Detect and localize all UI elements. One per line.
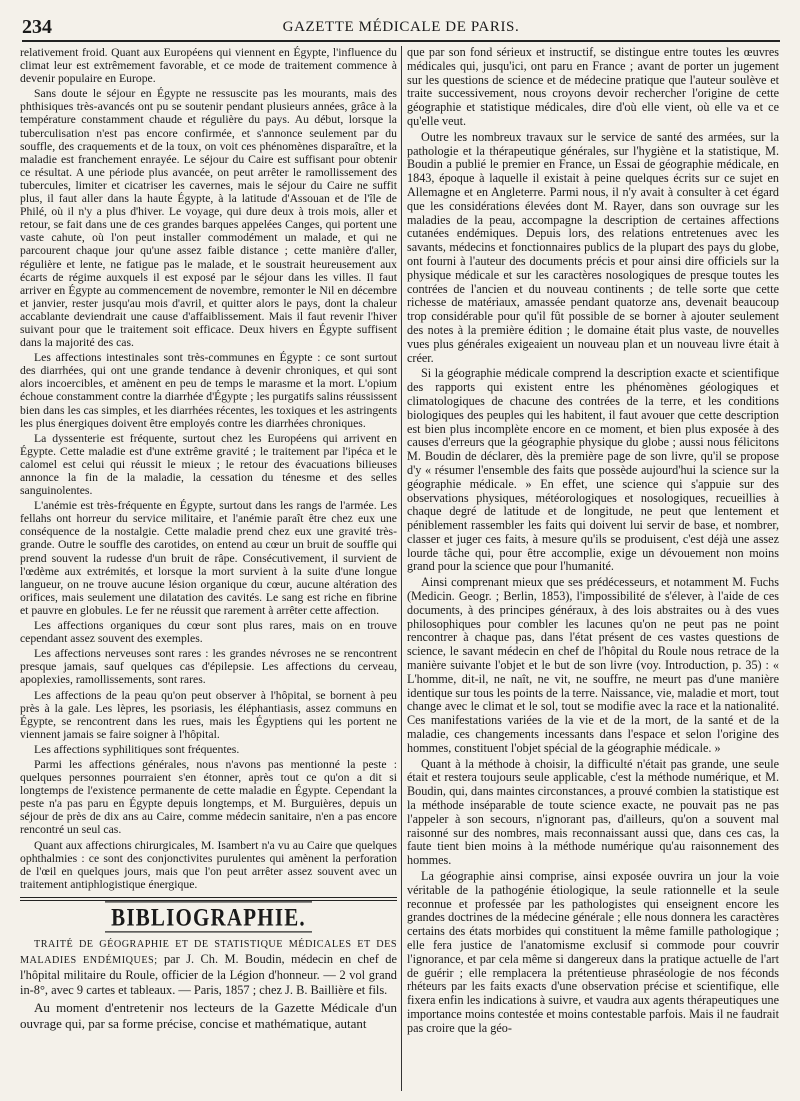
paragraph: Les affections nerveuses sont rares : les grandes névroses ne se rencontrent presque jamais, sauf quelques cas d'épilepsie. Les affections du cerveau, apoplexies, ramollissements, sont rares.	[20, 647, 397, 687]
page-number: 234	[22, 16, 52, 38]
paragraph: Les affections de la peau qu'on peut observer à l'hôpital, se bornent à peu près à la gale. Les lèpres, les psoriasis, les éléphantiasis, assez communs en Égypte, se rencontrent dans les rues, mais les Égyptiens qui les portent ne viennent jamais se faire soigner à l'hôpital.	[20, 688, 397, 741]
book-title: TRAITÉ DE GÉOGRAPHIE ET DE STATISTIQUE MÉDICALES ET DES MALADIES ENDÉMIQUES;	[20, 939, 397, 966]
paragraph: Les affections organiques du cœur sont plus rares, mais on en trouve cependant assez souvent des exemples.	[20, 619, 397, 646]
paragraph: Sans doute le séjour en Égypte ne ressuscite pas les mourants, mais des phthisiques très-avancés ont pu se soutenir pendant plusieurs années, grâce à la température constamment chaude et régulière du pays. Au début, lorsque la tuberculisation n'est pas encore confirmée, et s'annonce seulement par du souffle, des craquements et de la toux, on voit ces phénomènes disparaître, et la maladie est franchement enrayée. Le séjour du Caire est suffisant pour obtenir ce résultat. A une période plus avancée, on peut arrêter le ramollissement des tubercules, limiter et cicatriser les cavernes, mais le séjour du Caire ne suffit plus, il faut aller dans la haute Égypte, à la latitude d'Assouan et de l'île de Philé, où il n'y a plus d'hiver. Le voyage, qui dure deux à trois mois, aller et retour, se fait dans une de ces grandes barques appelées Canges, qui portent une vaste cahute, où l'on peut installer commodément un malade, et qui ne parcourent chaque jour qu'une assez faible distance ; cette manière d'aller, régulière et lente, ne fatigue pas le malade, et le soustrait heureusement aux écarts de régime auxquels il est exposé par le séjour dans les villes. Il faut arriver en Égypte au commencement de novembre, remonter le Nil en décembre et janvier, rester jusqu'au mois d'avril, et quitter alors le pays, dont la chaleur accablante deviendrait une cause d'affaiblissement. Mais il faut revenir l'hiver suivant pour que le traitement soit efficace. Deux hivers en Égypte suffisent dans la majorité des cas.	[20, 87, 397, 350]
bibliography-entry	[20, 936, 397, 998]
paragraph: Outre les nombreux travaux sur le service de santé des armées, sur la pathologie et la thérapeutique générales, sur l'hygiène et la statistique, M. Boudin a publié le premier en France, un Essai de géographie médicale, en 1843, époque à laquelle il existait à peine quelques écrits sur ce sujet en Allemagne et en Angleterre. Parmi nous, il n'y avait à consulter à cet égard que les considérations élevées dont M. Rayer, dans son ouvrage sur les maladies de la peau, accompagne la description de certaines affections cutanées endémiques. Depuis lors, des relations entretenues avec les savants, médecins et fonctionnaires publics de la plupart des pays du globe, ont fourni à l'auteur des documents précis et pour ainsi dire officiels sur la physique médicale et sur les caractères nosologiques de presque toutes les contrées de l'ancien et du nouveau continents ; de telle sorte que cette richesse de matériaux, amassée pendant quatorze ans, devenait beaucoup trop considérable pour qu'il fût possible de se borner à ajouter seulement des notes à la première édition ; le domaine était plus vaste, de nouvelles vues plus générales exigeaient un nouveau plan et un nouveau livre était à créer.	[407, 129, 779, 365]
paragraph: La géographie ainsi comprise, ainsi exposée ouvrira un jour la voie véritable de la pathogénie étiologique, la seule rationnelle et la seule reconnue et professée par les pathologistes qui enseignent encore les grandes doctrines de la médecine générale ; elle nous donnera les caractères certains des états morbides qui constituent la même famille pathologique ; elle fera justice de l'anatomisme exclusif si commode pour couvrir l'ignorance, et par cela même si dangereux dans la pratique actuelle de l'art de guérir ; elle remplacera la prétentieuse phraséologie de nos féconds rhéteurs par les faits exacts d'une observation précise et scientifique, elle fixera enfin les indications à suivre, et vaudra aux agents thérapeutiques une importance moins contestée et moins contestable parfois. Mais il ne faudrait pas croire que la géo-	[407, 869, 779, 1035]
paragraph: Quant à la méthode à choisir, la difficulté n'était pas grande, une seule était et restera toujours seule applicable, c'est la méthode numérique, et M. Boudin, qui, dans maintes circonstances, a prouvé combien la statistique est la méthode inséparable de toute science exacte, ne pouvait pas ne pas l'appeler à son secours, n'ignorant pas, d'ailleurs, qu'on a souvent mal raisonné sur des nombres, mais reconnaissant aussi que, dans ces cas, la faute tient bien moins à la méthode numérique qu'au raisonnement des hommes.	[407, 756, 779, 868]
paragraph: L'anémie est très-fréquente en Égypte, surtout dans les rangs de l'armée. Les fellahs ont horreur du service militaire, et l'anémie paraît être chez eux une conséquence de la nostalgie. Cette maladie prend chez eux une gravité très-grande. Outre le souffle des carotides, on entend au cœur un bruit de souffle qui prend souvent la rudesse d'un bruit de râpe. Consécutivement, il survient de l'œdème aux extrémités, et lorsque la mort survient à la suite d'une longue langueur, on ne trouve aucune lésion organique du cœur, aucune altération des orifices, mais seulement une dilatation des cavités. Le sang est riche en fibrine et pauvre en globules. Le fer ne réussit que rarement à arrêter cette affection.	[20, 499, 397, 617]
paragraph: relativement froid. Quant aux Européens qui viennent en Égypte, l'influence du climat leur est extrêmement favorable, et ce mode de traitement commence à devenir populaire en Europe.	[20, 46, 397, 86]
paragraph: Ainsi comprenant mieux que ses prédécesseurs, et notamment M. Fuchs (Medicin. Geogr. ; Berlin, 1853), l'impossibilité de s'élever, à l'aide de ces documents, à des principes généraux, à des lois abstraites ou à des vues philosophiques pour combler les lacunes qu'on ne peut pas ne point rencontrer à chaque pas, dans l'état présent de ces vastes questions de science, le savant médecin en chef de l'hôpital du Roule nous retrace de la manière suivante l'objet et le but de son livre (voy. Introduction, p. 35) : « L'homme, dit-il, ne naît, ne vit, ne souffre, ne meurt pas d'une manière identique sur tous les points de la terre. Naissance, vie, maladie et mort, tout change avec le climat et le sol, tout se modifie avec la race et la nationalité. Ces manifestations variées de la vie et de la mort, de la santé et de la maladie, ces changements incessants dans l'espace et selon l'origine des hommes, constituent l'objet spécial de la géographie médicale. »	[407, 575, 779, 755]
page-header	[22, 14, 780, 42]
paragraph: Les affections syphilitiques sont fréquentes.	[34, 742, 240, 756]
paragraph: Au moment d'entretenir nos lecteurs de la Gazette Médicale d'un ouvrage qui, par sa forme précise, concise et mathématique, autant	[20, 1000, 397, 1031]
paragraph: Quant aux affections chirurgicales, M. Isambert n'a vu au Caire que quelques ophthalmies : ce sont des conjonctivites purulentes qui amènent la perforation de l'œil en quelques jours, mais que l'on peut arrêter assez souvent avec un traitement antiphlogistique énergique.	[20, 838, 397, 891]
paragraph: Les affections intestinales sont très-communes en Égypte : ce sont surtout des diarrhées, qui ont une grande tendance à devenir chroniques, et qui sont alors incoercibles, et amènent en peu de temps le marasme et la mort. L'opium échoue constamment contre la diarrhée d'Égypte ; les purgatifs salins réussissent bien dans les cas simples, et les diarrhées récentes, les toxiques et les astringents les plus énergiques doivent être employés contre les diarrhées chroniques.	[20, 351, 397, 430]
book-details: par J. Ch. M. Boudin, médecin en chef de l'hôpital militaire du Roule, officier de la Légion d'honneur. — 2 vol grand in-8°, avec 9 cartes et tableaux. — Paris, 1857 ; chez J. B. Baillière et fils.	[20, 952, 397, 997]
bibliography-heading	[20, 902, 397, 932]
journal-title: GAZETTE MÉDICALE DE PARIS.	[282, 19, 520, 35]
paragraph: que par son fond sérieux et instructif, se distingue entre toutes les œuvres médicales qui, jusqu'ici, ont paru en France ; avant de porter un jugement sur les questions de science et de médecine pratique que l'auteur soulève et traite successivement, nous croyons devoir rechercher l'origine de cette géographie et statistique médicales, dire d'où elle vient, où elle va et ce qu'elle veut.	[407, 46, 779, 128]
bibliography-heading-text: BIBLIOGRAPHIE.	[105, 901, 312, 932]
column-divider	[401, 46, 402, 1091]
paragraph: La dyssenterie est fréquente, surtout chez les Européens qui arrivent en Égypte. Cette maladie est d'une extrême gravité ; le traitement par l'ipéca et le calomel est celui qui réussit le mieux ; le retour des évacuations bilieuses annonce la fin de la maladie, la cessation du ténesme et des selles sanguinolentes.	[20, 431, 397, 498]
right-column	[407, 46, 779, 1091]
paragraph: Si la géographie médicale comprend la description exacte et scientifique des rapports qui existent entre les phénomènes géologiques et climatologiques de chacune des contrées de la terre, et les conditions biologiques des peuples qui les habitent, il faut avouer que cette description est bien plus incomplète encore en ce moment, et bien plus exposée à des causes d'erreurs que la géographie physique du globe ; aussi nous félicitons M. Boudin de déclarer, dès la première page de son livre, qu'il se propose d'y « résumer l'ensemble des faits que possède aujourd'hui la science sur la géographie médicale. » En effet, une science qui s'appuie sur des observations physiques, météorologiques et nosologiques, recueillies à chaque degré de latitude et de longitude, ne peut que lentement et péniblement rassembler les faits qui doivent lui servir de base, et nombrer, classer et juger ces faits, à mesure qu'ils se produisent, c'est déjà une assez lourde tâche qui, pour être accomplie, exige un dévouement non moins grand pour la science que pour l'humanité.	[407, 366, 779, 574]
paragraph: Parmi les affections générales, nous n'avons pas mentionné la peste : quelques personnes pourraient s'en étonner, après tout ce qu'on a dit si longtemps de l'existence permanente de cette maladie en Égypte. Cependant la peste n'a pas paru en Égypte depuis longtemps, et M. Burguières, depuis un séjour de près de dix ans au Caire, comme médecin sanitaire, n'en a pas encore rencontré un seul cas.	[20, 757, 397, 837]
left-column	[20, 46, 397, 1091]
